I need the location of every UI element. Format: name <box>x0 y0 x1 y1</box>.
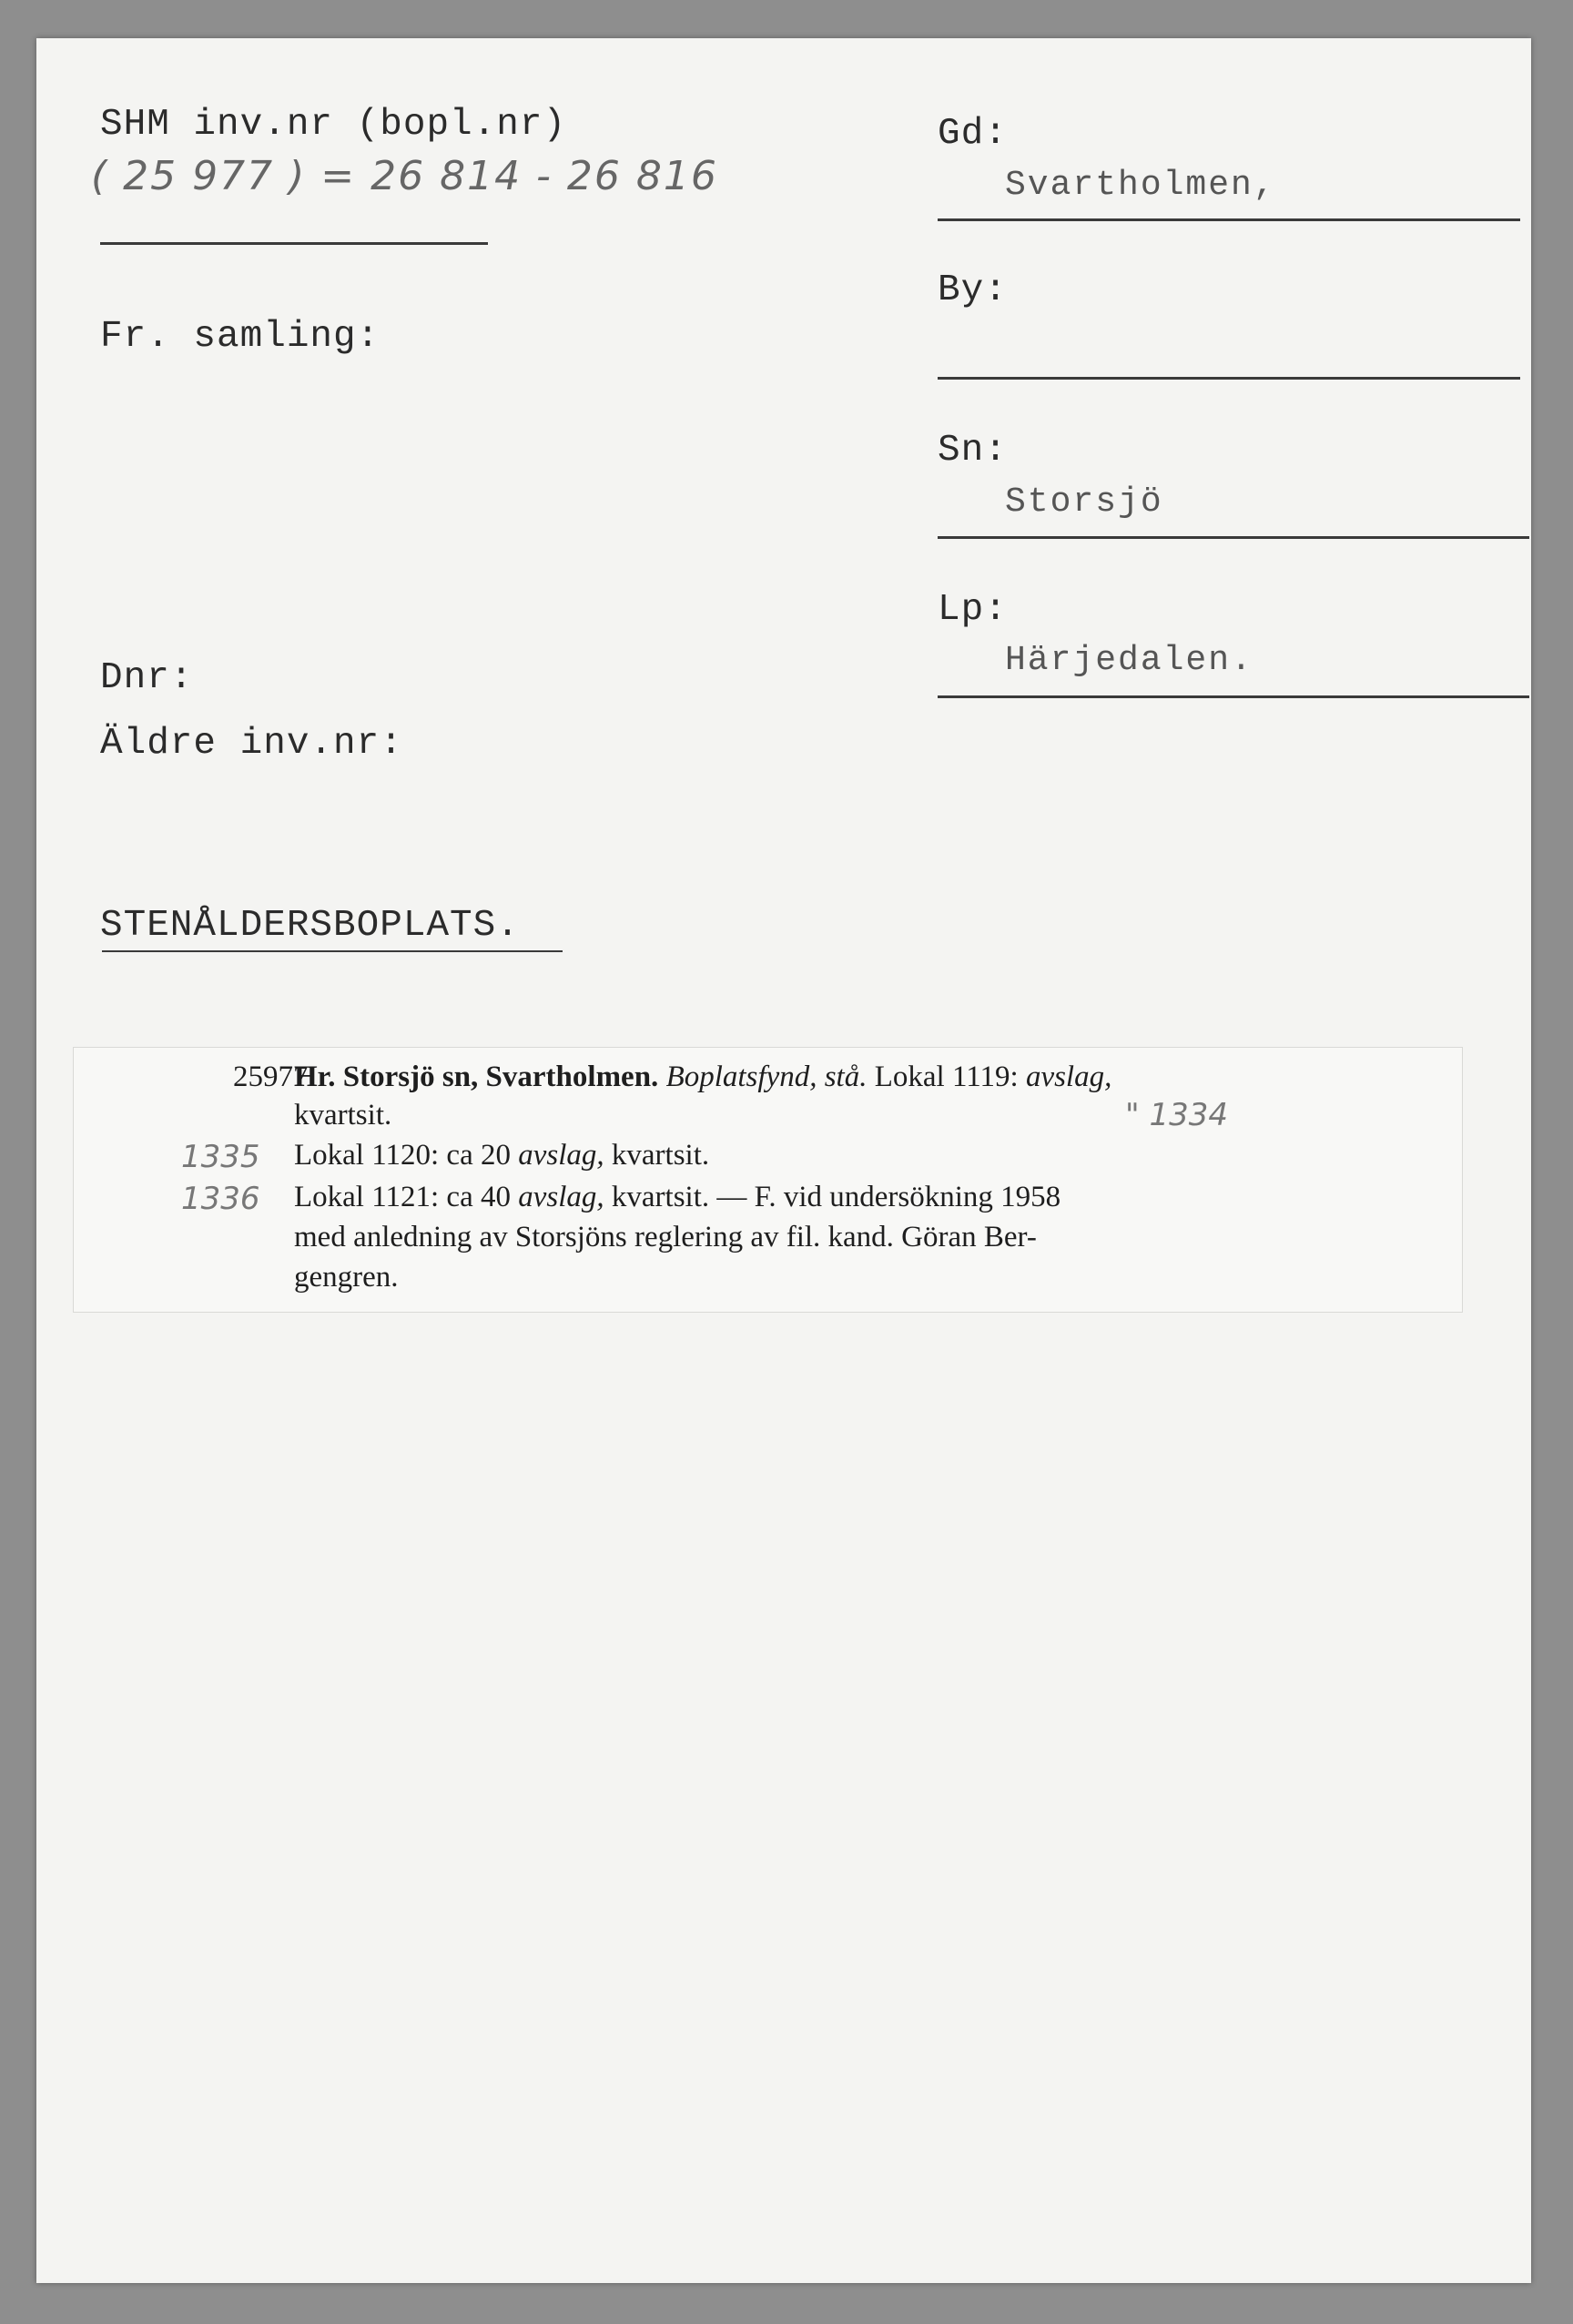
gd-value: Svartholmen, <box>1005 166 1276 205</box>
handwritten-inv-number: ( 25 977 ) = 26 814 - 26 816 <box>91 153 718 199</box>
clipping-avslag-3: avslag, <box>518 1181 604 1213</box>
clipping-line-3 <box>294 1139 709 1172</box>
clipping-site-title: Hr. Storsjö sn, Svartholmen. <box>294 1061 659 1093</box>
clipping-kvartsit-3: kvartsit. — F. vid undersökning 1958 <box>611 1181 1061 1213</box>
handwritten-note-1335: 1335 <box>181 1139 260 1175</box>
dnr-label: Dnr: <box>100 657 194 699</box>
clipping-lokal-1120: Lokal 1120: ca 20 <box>294 1139 511 1172</box>
clipping-line-2: kvartsit. <box>294 1099 392 1132</box>
lp-value: Härjedalen. <box>1005 641 1253 680</box>
clipping-number: 25977 <box>233 1061 309 1093</box>
gd-label: Gd: <box>938 113 1008 155</box>
clipping-find-type: Boplatsfynd, stå. <box>665 1061 868 1093</box>
catalog-card <box>36 38 1531 2283</box>
lp-line <box>938 695 1529 698</box>
clipping-lokal-1119: Lokal 1119: <box>874 1061 1019 1093</box>
printed-clipping <box>73 1047 1463 1313</box>
clipping-avslag-1: avslag, <box>1025 1061 1112 1093</box>
inv-underline <box>100 242 488 245</box>
clipping-line-4 <box>294 1181 1061 1214</box>
clipping-line-1 <box>294 1061 1111 1094</box>
site-heading: STENÅLDERSBOPLATS. <box>100 905 520 947</box>
clipping-line-6: gengren. <box>294 1261 399 1294</box>
clipping-lokal-1121: Lokal 1121: ca 40 <box>294 1181 511 1213</box>
shm-inv-label: SHM inv.nr (bopl.nr) <box>100 104 567 146</box>
gd-line <box>938 218 1520 221</box>
by-label: By: <box>938 269 1008 311</box>
handwritten-note-1334: " 1334 <box>1125 1097 1228 1133</box>
sn-label: Sn: <box>938 430 1008 472</box>
clipping-kvartsit-2: kvartsit. <box>611 1139 710 1172</box>
by-line <box>938 377 1520 380</box>
fr-samling-label: Fr. samling: <box>100 316 381 358</box>
lp-label: Lp: <box>938 589 1008 631</box>
sn-line <box>938 536 1529 539</box>
handwritten-note-1336: 1336 <box>181 1181 260 1217</box>
clipping-line-5: med anledning av Storsjöns reglering av fil. kand. Göran Ber- <box>294 1221 1037 1253</box>
sn-value: Storsjö <box>1005 482 1163 522</box>
clipping-avslag-2: avslag, <box>518 1139 604 1172</box>
aldre-inv-label: Äldre inv.nr: <box>100 723 403 765</box>
heading-underline <box>102 950 563 952</box>
